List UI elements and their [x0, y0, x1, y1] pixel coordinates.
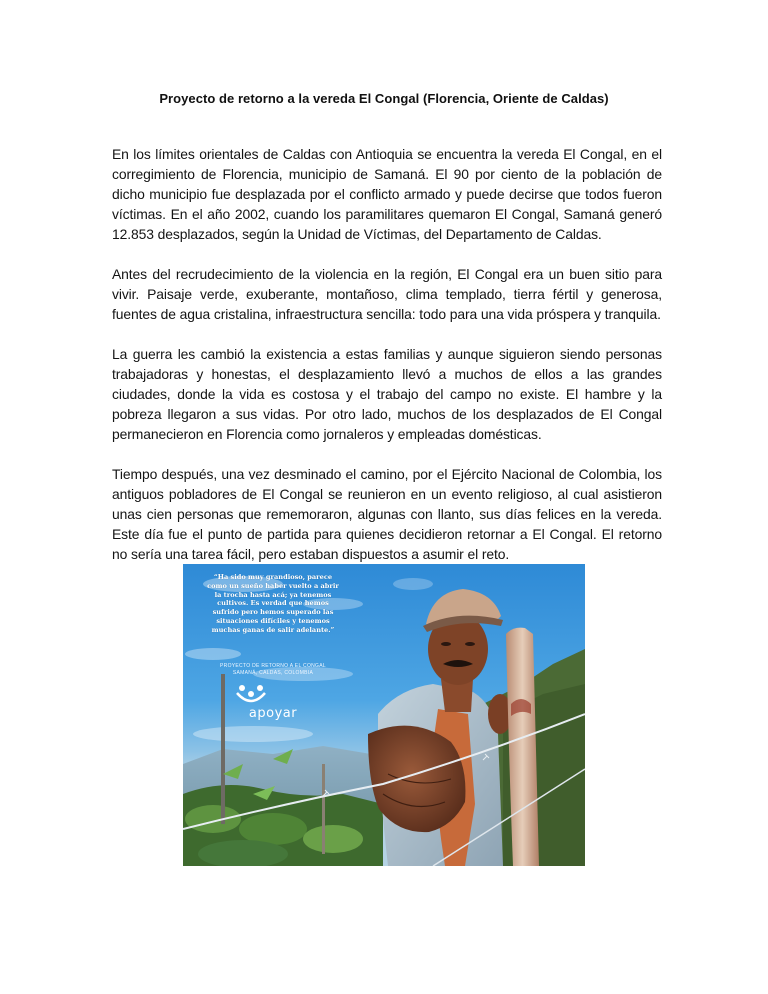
campaign-photo — [183, 564, 585, 866]
document-title: Proyecto de retorno a la vereda El Congal (Florencia, Oriente de Caldas) — [159, 91, 609, 106]
apoyar-logo — [233, 683, 313, 721]
paragraph-1: En los límites orientales de Caldas con Antioquia se encuentra la vereda El Congal, en el corregimiento de Florencia, municipio de Samaná. El 90 por ciento de la población de dicho municipio fue desplazada por el conflicto armado y puede decirse que todos fueron víctimas. En el año 2002, cuando los paramilitares quemaron El Congal, Samaná generó 12.853 desplazados, según la Unidad de Víctimas, del Departamento de Caldas. — [112, 146, 662, 242]
testimonial-quote: “Ha sido muy grandioso, parece como un sueño haber vuelto a abrir la trocha hasta acá; ya tenemos cultivos. Es verdad que hemos sufrido pero hemos superado las situaciones difíciles y tenemos muchas ganas de salir adelante.” — [207, 573, 339, 634]
paragraph-2: Antes del recrudecimiento de la violencia en la región, El Congal era un buen sitio para vivir. Paisaje verde, exuberante, montañoso, clima templado, tierra fértil y generosa, fuentes de agua cristalina, infraestructura sencilla: todo para una vida próspera y tranquila. — [112, 266, 662, 322]
apoyar-logo-text: apoyar — [248, 706, 298, 721]
paragraph-3: La guerra les cambió la existencia a estas familias y aunque siguieron siendo personas trabajadoras y honestas, el desplazamiento llevó a muchos de ellos a las grandes ciudades, donde la vida es costosa y el trabajo del campo no existe. El hambre y la pobreza llegaron a sus vidas. Por otro lado, muchos de los desplazados de El Congal permanecieron en Florencia como jornaleros y empleadas domésticas. — [112, 346, 662, 442]
apoyar-logo-icon — [233, 683, 269, 705]
document-body — [112, 144, 662, 584]
project-credit — [213, 663, 333, 677]
credit-line-2: SAMANÁ, CALDAS, COLOMBIA — [232, 670, 314, 676]
credit-line-1: PROYECTO DE RETORNO A EL CONGAL — [220, 663, 326, 669]
paragraph-4: Tiempo después, una vez desminado el camino, por el Ejército Nacional de Colombia, los antiguos pobladores de El Congal se reunieron en un evento religioso, al cual asistieron unas cien personas que rememoraron, algunas con llanto, sus días felices en la vereda. Este día fue el punto de partida para quienes decidieron retornar a El Congal. El retorno no sería una tarea fácil, pero estaban dispuestos a asumir el reto. — [112, 466, 662, 562]
